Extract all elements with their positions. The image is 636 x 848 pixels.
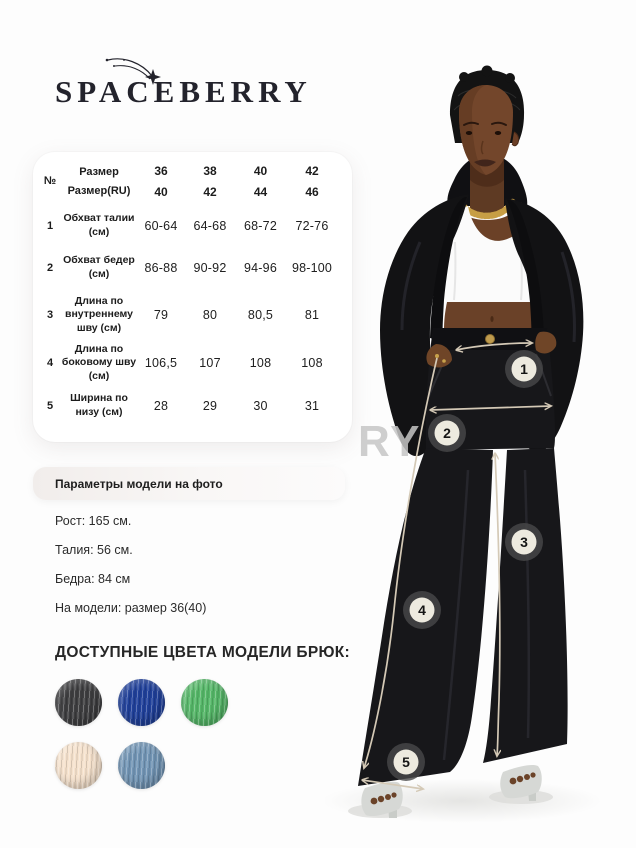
row-label: Ширина по низу (см): [70, 392, 128, 418]
row-number: 5: [46, 400, 54, 412]
row-label: Обхват талии (см): [63, 212, 135, 238]
color-swatch-cream: [55, 742, 102, 789]
model-params-title: Параметры модели на фото: [55, 476, 223, 491]
row-number: 2: [46, 262, 54, 274]
svg-text:3: 3: [520, 534, 528, 550]
table-cell: 68-72: [244, 219, 277, 233]
size-ru-value: 46: [305, 184, 319, 199]
table-cell: 60-64: [144, 219, 178, 233]
measure-badge-5: [387, 743, 425, 781]
color-swatches: [55, 679, 228, 805]
svg-text:5: 5: [402, 754, 410, 770]
row-label: Обхват бедер (см): [63, 254, 135, 280]
table-cell: 64-68: [193, 219, 227, 233]
color-swatch-dark-gray: [55, 679, 102, 726]
table-cell: 98-100: [291, 261, 333, 275]
table-cell: 107: [199, 356, 221, 370]
size-table-card: [33, 152, 352, 442]
watermark-text: RY: [358, 417, 422, 466]
measure-badge-3: [505, 523, 543, 561]
row-label: Длина по боковому шву (см): [61, 342, 137, 382]
table-cell: 81: [304, 308, 320, 322]
size-ru-value: 42: [203, 184, 217, 199]
table-cell: 108: [301, 356, 323, 370]
size-value: 38: [203, 163, 217, 178]
row-number: 1: [46, 220, 54, 232]
model-params-header: [33, 467, 345, 500]
color-swatch-light-blue: [118, 742, 165, 789]
row-number: 4: [46, 357, 54, 369]
svg-text:2: 2: [443, 425, 451, 441]
size-value: 42: [305, 163, 319, 178]
brand-name: SPACEBERRY: [55, 74, 312, 109]
table-cell: 30: [253, 399, 268, 413]
size-value: 36: [154, 163, 168, 178]
table-cell: 94-96: [244, 261, 277, 275]
table-cell: 80: [202, 308, 218, 322]
model-photo: [325, 62, 636, 828]
size-value: 40: [253, 163, 268, 178]
header-size-ru-label: Размер(RU): [67, 184, 131, 197]
size-table: [33, 152, 352, 426]
table-cell: 79: [153, 308, 169, 322]
svg-text:4: 4: [418, 602, 426, 618]
available-colors-title: ДОСТУПНЫЕ ЦВЕТА МОДЕЛИ БРЮК:: [55, 644, 350, 661]
color-swatch-green: [181, 679, 228, 726]
svg-text:1: 1: [520, 361, 528, 377]
table-cell: 80,5: [247, 308, 274, 322]
size-ru-value: 44: [253, 184, 268, 199]
param-height: Рост: 165 см.: [55, 514, 132, 528]
measure-badge-2: [428, 414, 466, 452]
table-cell: 108: [249, 356, 272, 370]
col-header-number: №: [43, 175, 57, 187]
table-cell: 86-88: [144, 261, 178, 275]
table-cell: 90-92: [193, 261, 227, 275]
measure-badge-1: [505, 350, 543, 388]
param-hips: Бедра: 84 см: [55, 572, 131, 586]
row-label: Длина по внутреннему шву (см): [64, 294, 133, 334]
table-cell: 72-76: [295, 219, 329, 233]
table-cell: 28: [153, 399, 169, 413]
table-cell: 106,5: [144, 356, 178, 370]
size-ru-value: 40: [154, 184, 168, 199]
table-cell: 29: [202, 399, 218, 413]
row-number: 3: [46, 309, 54, 321]
param-waist: Талия: 56 см.: [55, 543, 133, 557]
table-cell: 31: [304, 399, 320, 413]
header-size-label: Размер: [79, 165, 119, 178]
param-model-size: На модели: размер 36(40): [55, 601, 207, 615]
brand-logo: [55, 56, 335, 116]
model-params-list: [55, 507, 335, 623]
measure-badge-4: [403, 591, 441, 629]
color-swatch-blue: [118, 679, 165, 726]
